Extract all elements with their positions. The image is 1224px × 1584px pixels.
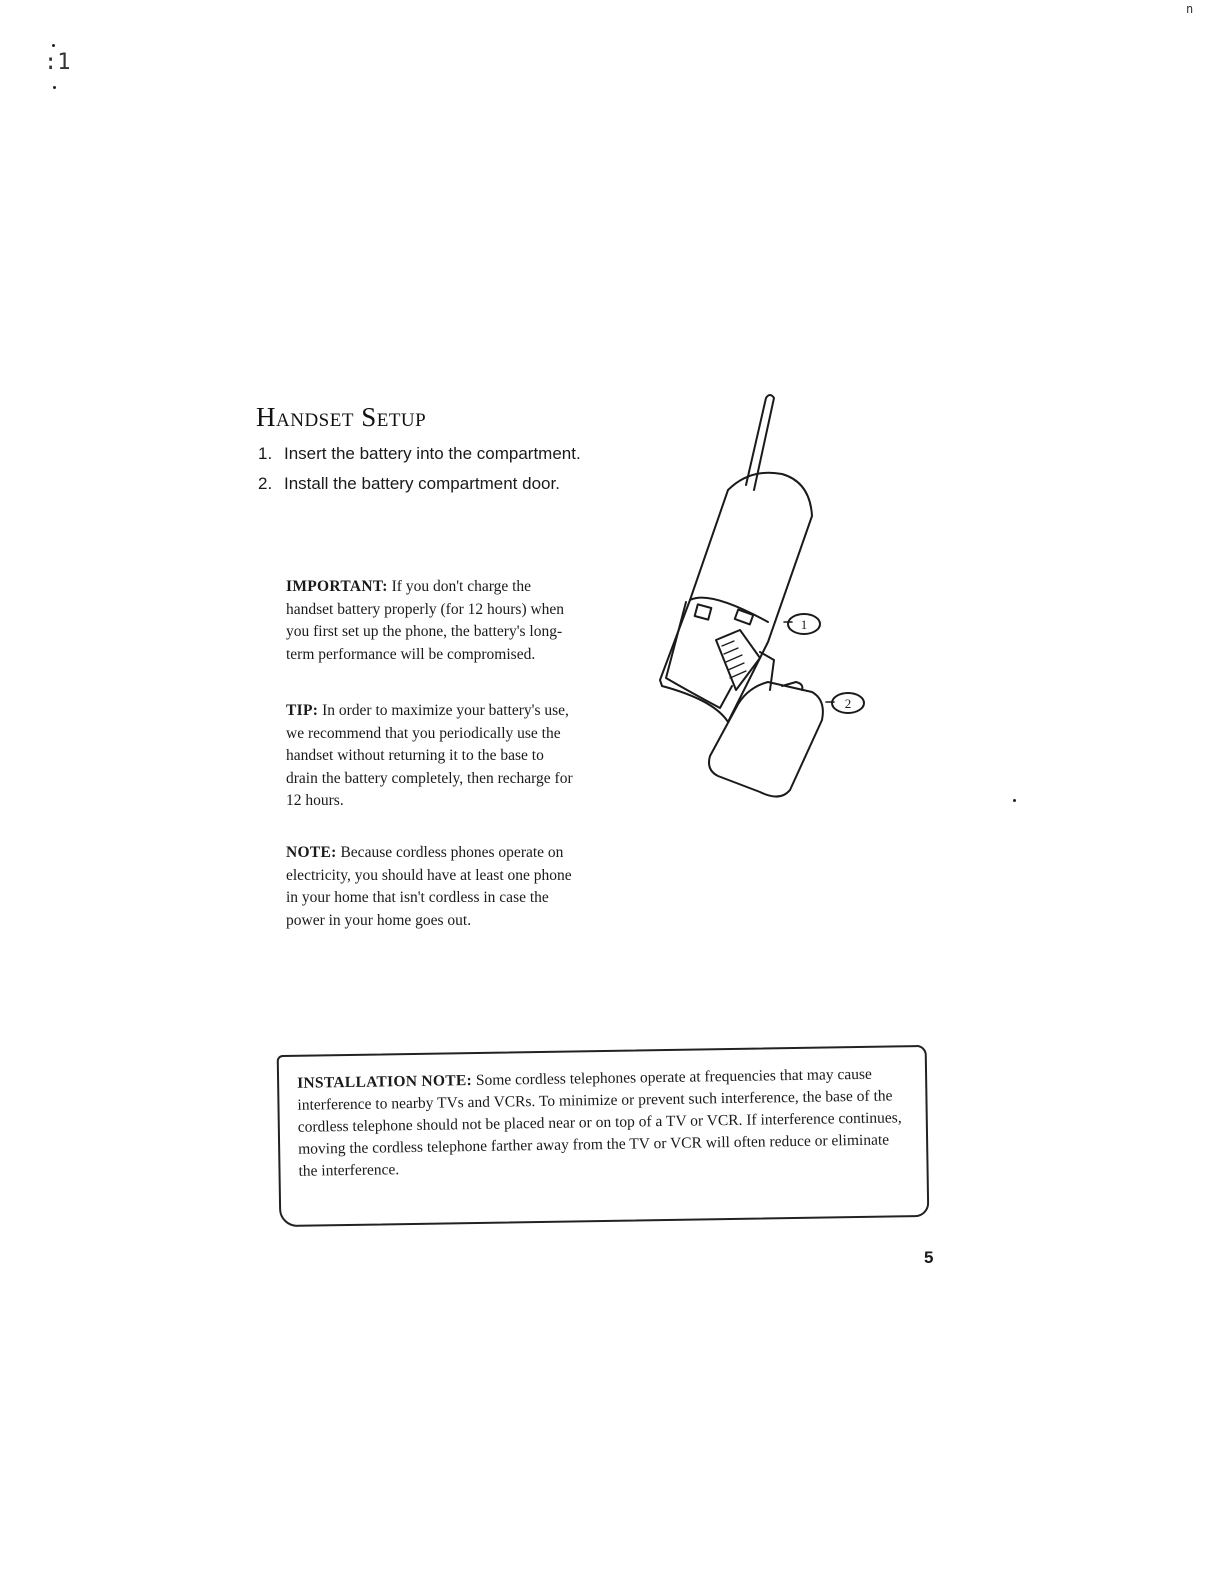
page-number: 5 (924, 1248, 934, 1267)
corner-mark-top-right: n (1186, 2, 1194, 16)
callout-1-label: 1 (800, 617, 808, 632)
section-title: Handset Setup (256, 402, 427, 432)
note-label: NOTE: (286, 844, 337, 861)
step-number: 2. (258, 474, 273, 493)
important-label: IMPORTANT: (286, 578, 388, 595)
tip-label: TIP: (286, 702, 319, 719)
step-text: Install the battery compartment door. (284, 474, 560, 493)
installation-note-box (277, 1045, 930, 1227)
tip-text: In order to maximize your battery's use, we recommend that you periodically use the handset without returning it to the base to drain the battery completely, then recharge for 12 hours. (286, 702, 573, 809)
step-text: Insert the battery into the compartment. (284, 444, 581, 463)
scan-dot (53, 86, 56, 89)
setup-steps (258, 442, 598, 502)
step-number: 1. (258, 444, 273, 463)
battery-pack (716, 630, 760, 690)
step-item (258, 442, 598, 466)
corner-mark-top-left: :1 (44, 50, 71, 75)
battery-door (709, 682, 823, 797)
step-item (258, 472, 598, 496)
installation-note-text: Some cordless telephones operate at frequencies that may cause interference to nearby TVs and VCRs. To minimize or prevent such interference, the base of the cordless telephone should not be placed near or on top of a TV or VCR. If interference continues, moving the cordless telephone farther away from the TV or VCR will often reduce or eliminate the interference. (297, 1065, 902, 1180)
cordless-note (286, 842, 576, 932)
installation-note-label: INSTALLATION NOTE: (297, 1072, 473, 1092)
scan-dot (52, 44, 55, 47)
scan-dot (1013, 799, 1016, 802)
note-text: Because cordless phones operate on electricity, you should have at least one phone in your home that isn't cordless in case the power in your home goes out. (286, 844, 572, 929)
callout-2-label: 2 (844, 696, 852, 711)
tip-note (286, 700, 576, 813)
important-text: If you don't charge the handset battery properly (for 12 hours) when you first set up the phone, the battery's long-term performance will be compromised. (286, 578, 565, 663)
important-note (286, 576, 576, 666)
handset-battery-illustration (650, 390, 880, 810)
